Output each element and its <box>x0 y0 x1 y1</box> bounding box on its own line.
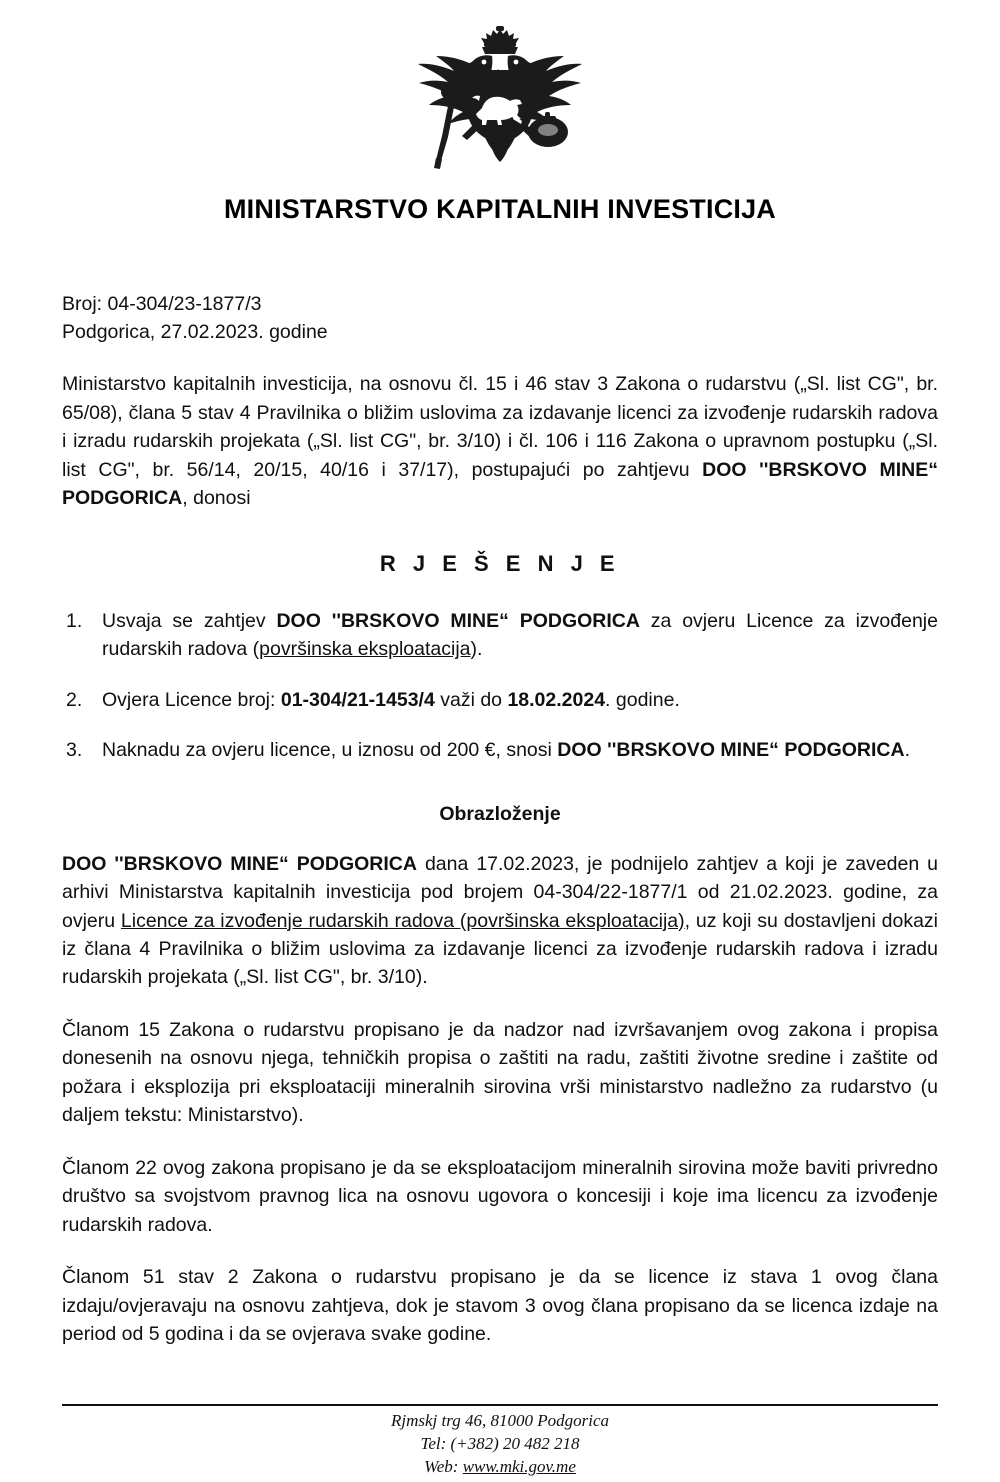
item2-license-number: 01-304/21-1453/4 <box>280 688 435 711</box>
explanation-p1-part-1: dana 17.02.2023, je podnijelo zahtjev a koji je zaveden u arhivi Ministarstva kapitalnih investicija pod brojem 04-304/22-1877/1 od 21.02.2023. godine, za ovjeru <box>62 852 939 932</box>
footer-address: Rjmskj trg 46, 81000 Podgorica <box>391 1411 609 1430</box>
footer-divider <box>62 1404 938 1406</box>
item1-applicant-name: DOO ''BRSKOVO MINE“ PODGORICA <box>276 609 640 632</box>
montenegro-eagle-icon <box>396 26 604 178</box>
list-item-body <box>102 736 938 764</box>
item3-text-after: . <box>904 739 910 762</box>
document-content <box>62 0 938 1368</box>
list-item-marker: 1. <box>66 609 83 632</box>
item3-text-before: Naknadu za ovjeru licence, u iznosu od 200 €, snosi <box>102 739 558 762</box>
list-item <box>62 607 938 664</box>
item2-text-after: . godine. <box>605 688 680 711</box>
item2-text-before: Ovjera Licence broj: <box>102 688 281 711</box>
item1-text-before: Usvaja se zahtjev <box>102 609 277 632</box>
explanation-paragraph-4: Članom 51 stav 2 Zakona o rudarstvu propisano je da se licence iz stava 1 ovog člana izdaju/ovjeravaju na osnovu zahtjeva, dok je stavom 3 ovog člana propisano da se licenca izdaje na period od 5 godina i da se ovjerava svake godine. <box>62 1266 938 1346</box>
footer-web-link[interactable]: www.mki.gov.me <box>462 1456 576 1476</box>
item3-applicant-name: DOO ''BRSKOVO MINE“ PODGORICA <box>557 739 905 762</box>
footer-phone: Tel: (+382) 20 482 218 <box>420 1433 580 1453</box>
explanation-paragraph-2: Članom 15 Zakona o rudarstvu propisano je da nadzor nad izvršavanjem ovog zakona i propisa donesenih na osnovu njega, tehničkih propisa o zaštiti na radu, zaštiti životne sredine i zaštite od požara i eksplozija pri eksploataciji mineralnih sirovina vrši ministarstvo nadležno za rudarstvo (u daljem tekstu: Ministarstvo). <box>62 1018 938 1127</box>
list-item <box>62 736 938 764</box>
item2-valid-until-date: 18.02.2024 <box>507 688 606 711</box>
explanation-p1-part-2: , uz koji su dostavljeni dokazi iz člana 4 Pravilnika o bližim uslovima za izdavanje licenci za izvođenje rudarskih radova i izradu rudarskih projekata („Sl. list CG", br. 3/10). <box>62 909 938 989</box>
explanation-p1-underlined-license: Licence za izvođenje rudarskih radova (površinska eksploatacija) <box>120 909 685 932</box>
ministry-title: MINISTARSTVO KAPITALNIH INVESTICIJA <box>223 194 777 224</box>
list-item-marker: 3. <box>66 739 83 762</box>
footer-web-label: Web: <box>424 1456 463 1476</box>
explanation-paragraph-1 <box>62 850 938 992</box>
footer-contact-block <box>62 1410 938 1479</box>
list-item <box>62 686 938 714</box>
item2-text-mid: važi do <box>434 688 508 711</box>
decision-heading: R J E Š E N J E <box>379 550 621 576</box>
list-item-body <box>102 607 938 664</box>
decision-items-list <box>62 607 938 765</box>
preamble-paragraph <box>62 370 938 512</box>
item1-text-after: ). <box>470 638 483 661</box>
preamble-part-2: , donosi <box>182 487 251 510</box>
reference-block <box>62 291 938 346</box>
document-number: Broj: 04-304/23-1877/3 <box>62 293 262 315</box>
coat-of-arms-emblem <box>62 0 938 178</box>
place-and-date: Podgorica, 27.02.2023. godine <box>62 320 328 343</box>
preamble-applicant-name: DOO ''BRSKOVO MINE“ PODGORICA <box>62 458 938 510</box>
item1-underlined-term: površinska eksploatacija <box>259 638 471 661</box>
list-item-body <box>102 686 938 714</box>
item1-text-mid: za ovjeru Licence za izvođenje rudarskih radova ( <box>102 609 938 661</box>
explanation-applicant-name: DOO ''BRSKOVO MINE“ PODGORICA <box>62 852 417 875</box>
explanation-paragraph-3: Članom 22 ovog zakona propisano je da se eksploatacijom mineralnih sirovina može baviti privredno društvo sa svojstvom pravnog lica na osnovu ugovora o koncesiji i koje ima licencu za izvođenje rudarskih radova. <box>62 1156 938 1236</box>
explanation-heading: Obrazloženje <box>439 802 561 825</box>
preamble-part-1: Ministarstvo kapitalnih investicija, na osnovu čl. 15 i 46 stav 3 Zakona o rudarstvu („Sl. list CG", br. 65/08), člana 5 stav 4 Pravilnika o bližim uslovima za izdavanje licenci za izvođenje rudarskih radova i izradu rudarskih projekata („Sl. list CG", br. 3/10) i čl. 106 i 116 Zakona o upravnom postupku („Sl. list CG", br. 56/14, 20/15, 40/16 i 37/17), postupajući po zahtjevu <box>62 373 938 481</box>
page-footer <box>62 1404 938 1479</box>
footer-web <box>62 1456 938 1479</box>
list-item-marker: 2. <box>66 688 83 711</box>
